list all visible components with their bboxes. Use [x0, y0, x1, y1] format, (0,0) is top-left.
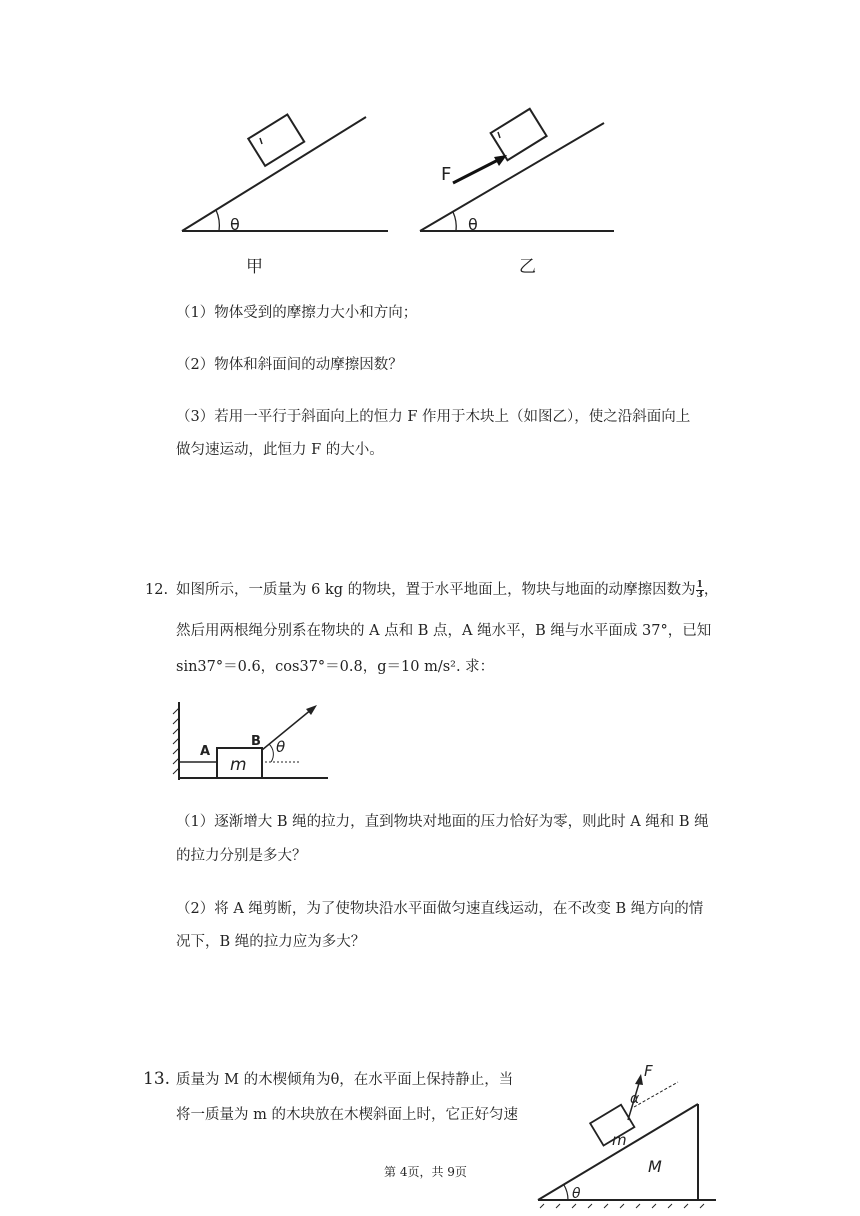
- question-number: 13.: [143, 1069, 171, 1089]
- q12-part-1-line2: 的拉力分别是多大？: [176, 848, 307, 864]
- fraction: [696, 581, 704, 600]
- q13-line-1: 质量为 M 的木楔倾角为θ，在水平面上保持静止，当: [176, 1072, 514, 1088]
- question-number: 12.: [145, 582, 169, 598]
- q11-part-1: （1）物体受到的摩擦力大小和方向；: [176, 305, 418, 321]
- angle-label: θ: [230, 215, 240, 234]
- q12-line-2: 然后用两根绳分别系在物块的 A 点和 B 点，A 绳水平，B 绳与水平面成 37°，已知: [176, 623, 712, 639]
- q11-part-3-line1: （3）若用一平行于斜面向上的恒力 F 作用于木块上（如图乙），使之沿斜面向上: [176, 409, 691, 425]
- angle-label: θ: [468, 215, 478, 234]
- q11-part-2: （2）物体和斜面间的动摩擦因数？: [176, 357, 403, 373]
- figure-q12: [170, 700, 335, 785]
- q12-line-3: sin37°＝0.6，cos37°＝0.8，g＝10 m/s². 求：: [176, 659, 495, 675]
- q12-line-1-end: ，: [703, 582, 719, 598]
- q11-part-3-line2: 做匀速运动，此恒力 F 的大小。: [176, 442, 384, 458]
- caption-yi: 乙: [519, 257, 536, 277]
- label-b: B: [251, 734, 261, 749]
- angle-label: θ: [276, 738, 286, 756]
- q12-line-1: [176, 580, 718, 600]
- label-m: m: [230, 755, 247, 775]
- force-label: F: [441, 164, 452, 185]
- q12-part-2-line2: 况下，B 绳的拉力应为多大？: [176, 934, 366, 950]
- q13-line-2: 将一质量为 m 的木块放在木楔斜面上时，它正好匀速: [176, 1107, 518, 1123]
- label-m: m: [612, 1131, 627, 1149]
- label-f: F: [644, 1062, 653, 1080]
- fraction-denominator: 3: [696, 589, 703, 600]
- figure-q13: [530, 1058, 720, 1210]
- q12-line-1-text: 如图所示，一质量为 6 kg 的物块，置于水平地面上，物块与地面的动摩擦因数为: [176, 582, 696, 598]
- fraction-numerator: 1: [696, 579, 703, 590]
- label-alpha: α: [630, 1091, 640, 1107]
- q12-part-1-line1: （1）逐渐增大 B 绳的拉力，直到物块对地面的压力恰好为零，则此时 A 绳和 B 绳: [176, 814, 709, 830]
- q12-part-2-line1: （2）将 A 绳剪断，为了使物块沿水平面做匀速直线运动，在不改变 B 绳方向的情: [176, 901, 704, 917]
- label-a: A: [200, 744, 211, 759]
- label-big-m: M: [648, 1157, 662, 1176]
- angle-label: θ: [572, 1186, 581, 1202]
- page-footer: 第 4页，共 9页: [384, 1165, 467, 1179]
- caption-jia: 甲: [246, 257, 263, 277]
- figure-yi: [410, 100, 630, 240]
- figure-jia: [170, 100, 390, 240]
